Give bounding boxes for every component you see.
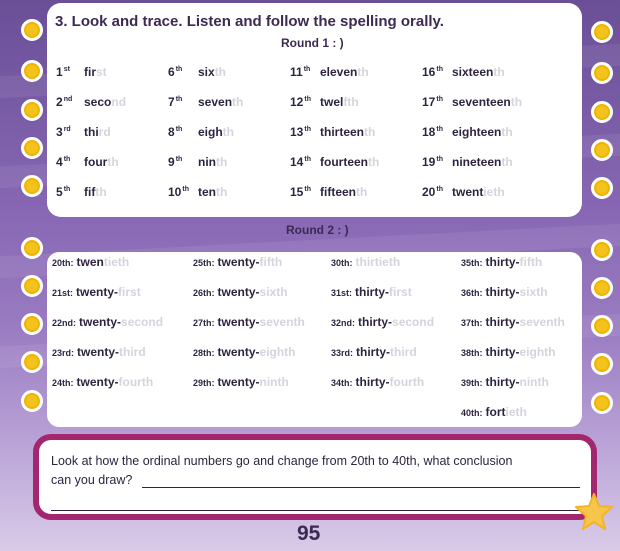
dot-icon (591, 101, 613, 123)
word-trace[interactable]: fourth (389, 375, 425, 389)
word-trace[interactable]: thirtieth (355, 255, 401, 269)
ordinal-label: 30th: (331, 258, 353, 268)
word-trace[interactable]: third (119, 345, 146, 359)
round1-item (290, 155, 379, 169)
word-trace[interactable]: th (357, 65, 369, 79)
round1-item (168, 95, 243, 109)
word-trace[interactable]: fth (343, 95, 359, 109)
dot-icon (591, 139, 613, 161)
word-written: thirty- (355, 375, 390, 389)
exercise-title: 3. Look and trace. Listen and follow the spelling orally. (55, 13, 444, 30)
ordinal-label: 37th: (461, 318, 483, 328)
round1-item (422, 65, 505, 79)
ordinal-label: 36th: (461, 288, 483, 298)
round2-item (52, 345, 146, 359)
word-trace[interactable]: nd (111, 95, 127, 109)
ordinal-number: 7th (168, 95, 183, 109)
word-written: seventeen (452, 95, 511, 109)
word-trace[interactable]: th (356, 185, 368, 199)
word-trace[interactable]: st (96, 65, 107, 79)
word-trace[interactable]: eighth (519, 345, 556, 359)
ordinal-number: 17th (422, 95, 443, 109)
round1-item (56, 125, 111, 139)
word-written: fif (84, 185, 96, 199)
word-trace[interactable]: ieth (483, 185, 505, 199)
ordinal-number: 19th (422, 155, 443, 169)
word-written: sixteen (452, 65, 494, 79)
ordinal-label: 25th: (193, 258, 215, 268)
dot-icon (21, 175, 43, 197)
dot-icon (21, 351, 43, 373)
word-trace[interactable]: second (121, 315, 164, 329)
word-trace[interactable]: eighth (259, 345, 296, 359)
word-written: eigh (198, 125, 223, 139)
round1-item (290, 125, 375, 139)
round2-item (331, 345, 417, 359)
round2-item (52, 255, 129, 269)
ordinal-number: 14th (290, 155, 311, 169)
page-number: 95 (297, 522, 321, 545)
ordinal-number: 16th (422, 65, 443, 79)
word-written: fort (485, 405, 506, 419)
word-written: thirteen (320, 125, 365, 139)
round1-item (168, 125, 234, 139)
dot-icon (591, 177, 613, 199)
ordinal-label: 27th: (193, 318, 215, 328)
word-written: thirty- (485, 375, 520, 389)
word-written: twenty- (217, 285, 260, 299)
round2-item (52, 375, 153, 389)
word-written: twenty- (217, 375, 260, 389)
dot-icon (21, 313, 43, 335)
dot-icon (591, 315, 613, 337)
word-written: thirty- (355, 285, 390, 299)
round1-item (168, 185, 227, 199)
round2-card (47, 252, 582, 427)
word-trace[interactable]: fifth (259, 255, 283, 269)
word-written: thirty- (358, 315, 393, 329)
word-written: fir (84, 65, 96, 79)
answer-line-1[interactable] (142, 487, 580, 488)
ordinal-label: 32nd: (331, 318, 356, 328)
word-trace[interactable]: th (222, 125, 234, 139)
word-trace[interactable]: first (118, 285, 141, 299)
round1-item (56, 65, 107, 79)
ordinal-number: 18th (422, 125, 443, 139)
word-written: eighteen (452, 125, 502, 139)
word-trace[interactable]: th (368, 155, 380, 169)
round1-item (168, 155, 227, 169)
ordinal-number: 2nd (56, 95, 73, 109)
round1-item (422, 95, 522, 109)
ordinal-label: 28th: (193, 348, 215, 358)
ordinal-number: 1st (56, 65, 70, 79)
dot-icon (21, 60, 43, 82)
ordinal-number: 4th (56, 155, 71, 169)
word-written: eleven (320, 65, 358, 79)
round2-item (461, 375, 549, 389)
word-trace[interactable]: th (95, 185, 107, 199)
ordinal-label: 20th: (52, 258, 74, 268)
word-trace[interactable]: ninth (519, 375, 549, 389)
word-trace[interactable]: seventh (259, 315, 305, 329)
ordinal-label: 39th: (461, 378, 483, 388)
word-trace[interactable]: seventh (519, 315, 565, 329)
word-written: seven (198, 95, 233, 109)
ordinal-label: 31st: (331, 288, 353, 298)
round1-item (290, 95, 359, 109)
dot-icon (591, 239, 613, 261)
dot-icon (591, 62, 613, 84)
dot-icon (21, 99, 43, 121)
dot-icon (21, 19, 43, 41)
word-written: twenty- (217, 255, 260, 269)
word-written: seco (84, 95, 112, 109)
round1-item (422, 185, 505, 199)
word-written: ten (198, 185, 216, 199)
ordinal-label: 23rd: (52, 348, 75, 358)
round1-item (56, 155, 119, 169)
dot-icon (591, 21, 613, 43)
round2-item (461, 405, 527, 419)
round2-item (193, 375, 289, 389)
word-trace[interactable]: tieth (103, 255, 130, 269)
ordinal-label: 40th: (461, 408, 483, 418)
ordinal-number: 10th (168, 185, 189, 199)
ordinal-label: 24th: (52, 378, 74, 388)
dot-icon (21, 275, 43, 297)
ordinal-label: 38th: (461, 348, 483, 358)
round2-item (461, 345, 556, 359)
round2-item (52, 285, 141, 299)
round2-item (331, 315, 434, 329)
word-trace[interactable]: third (390, 345, 417, 359)
round2-item (193, 255, 282, 269)
round1-card (47, 3, 582, 217)
ordinal-number: 12th (290, 95, 311, 109)
round2-item (331, 255, 400, 269)
word-trace[interactable]: th (510, 95, 523, 109)
round2-item (461, 315, 565, 329)
round1-item (168, 65, 226, 79)
star-icon (574, 493, 614, 531)
ordinal-number: 6th (168, 65, 183, 79)
word-written: twenty- (79, 315, 122, 329)
word-trace[interactable]: th (214, 65, 227, 79)
ordinal-number: 9th (168, 155, 183, 169)
ordinal-number: 5th (56, 185, 71, 199)
word-trace[interactable]: th (107, 155, 119, 169)
word-trace[interactable]: th (501, 125, 513, 139)
round1-label: Round 1 : ) (281, 36, 344, 50)
round2-item (461, 255, 542, 269)
word-trace[interactable]: th (216, 155, 228, 169)
round2-item (193, 315, 305, 329)
word-written: thirty- (356, 345, 391, 359)
word-written: twenty- (77, 345, 120, 359)
word-written: nineteen (452, 155, 502, 169)
word-trace[interactable]: fourth (118, 375, 154, 389)
word-trace[interactable]: ieth (505, 405, 527, 419)
word-written: fourteen (320, 155, 368, 169)
word-written: twen (76, 255, 104, 269)
round1-item (56, 95, 126, 109)
round2-item (193, 345, 296, 359)
dot-icon (21, 390, 43, 412)
word-written: thirty- (485, 255, 520, 269)
word-written: twent (452, 185, 484, 199)
round1-item (422, 155, 513, 169)
word-written: twenty- (217, 345, 260, 359)
dot-icon (21, 137, 43, 159)
word-written: six (198, 65, 215, 79)
round1-item (56, 185, 107, 199)
question-line1: Look at how the ordinal numbers go and change from 20th to 40th, what conclusion (51, 454, 513, 468)
word-trace[interactable]: rd (98, 125, 111, 139)
word-trace[interactable]: th (216, 185, 228, 199)
round1-item (422, 125, 513, 139)
word-written: twel (320, 95, 344, 109)
word-trace[interactable]: sixth (519, 285, 548, 299)
word-trace[interactable]: th (493, 65, 505, 79)
word-trace[interactable]: second (392, 315, 435, 329)
word-trace[interactable]: th (232, 95, 244, 109)
answer-line-2[interactable] (51, 510, 580, 511)
round2-item (331, 375, 424, 389)
ordinal-label: 22nd: (52, 318, 77, 328)
ordinal-label: 21st: (52, 288, 74, 298)
word-written: thirty- (485, 315, 520, 329)
word-trace[interactable]: sixth (259, 285, 288, 299)
word-written: twenty- (76, 375, 119, 389)
round2-item (52, 315, 163, 329)
ordinal-label: 29th: (193, 378, 215, 388)
word-trace[interactable]: ninth (259, 375, 289, 389)
round2-item (193, 285, 288, 299)
dot-icon (591, 392, 613, 414)
question-line2: can you draw? (51, 473, 133, 487)
word-written: fifteen (320, 185, 356, 199)
question-text (51, 452, 581, 490)
question-box (33, 434, 597, 520)
word-trace[interactable]: fifth (519, 255, 543, 269)
ordinal-number: 3rd (56, 125, 71, 139)
ordinal-number: 15th (290, 185, 311, 199)
word-written: twenty- (76, 285, 119, 299)
word-written: thi (84, 125, 99, 139)
word-written: nin (198, 155, 216, 169)
word-trace[interactable]: th (501, 155, 513, 169)
round2-label: Round 2 : ) (286, 223, 349, 237)
round1-item (290, 65, 369, 79)
ordinal-number: 11th (290, 65, 311, 79)
ordinal-number: 20th (422, 185, 443, 199)
round1-item (290, 185, 367, 199)
word-trace[interactable]: first (389, 285, 412, 299)
word-written: thirty- (485, 285, 520, 299)
dot-icon (591, 353, 613, 375)
dot-icon (21, 237, 43, 259)
word-written: four (84, 155, 108, 169)
round2-item (331, 285, 412, 299)
ordinal-number: 13th (290, 125, 311, 139)
ordinal-number: 8th (168, 125, 183, 139)
round2-item (461, 285, 548, 299)
ordinal-label: 26th: (193, 288, 215, 298)
word-written: thirty- (485, 345, 520, 359)
ordinal-label: 34th: (331, 378, 353, 388)
ordinal-label: 35th: (461, 258, 483, 268)
ordinal-label: 33rd: (331, 348, 354, 358)
word-written: twenty- (217, 315, 260, 329)
word-trace[interactable]: th (364, 125, 376, 139)
dot-icon (591, 277, 613, 299)
